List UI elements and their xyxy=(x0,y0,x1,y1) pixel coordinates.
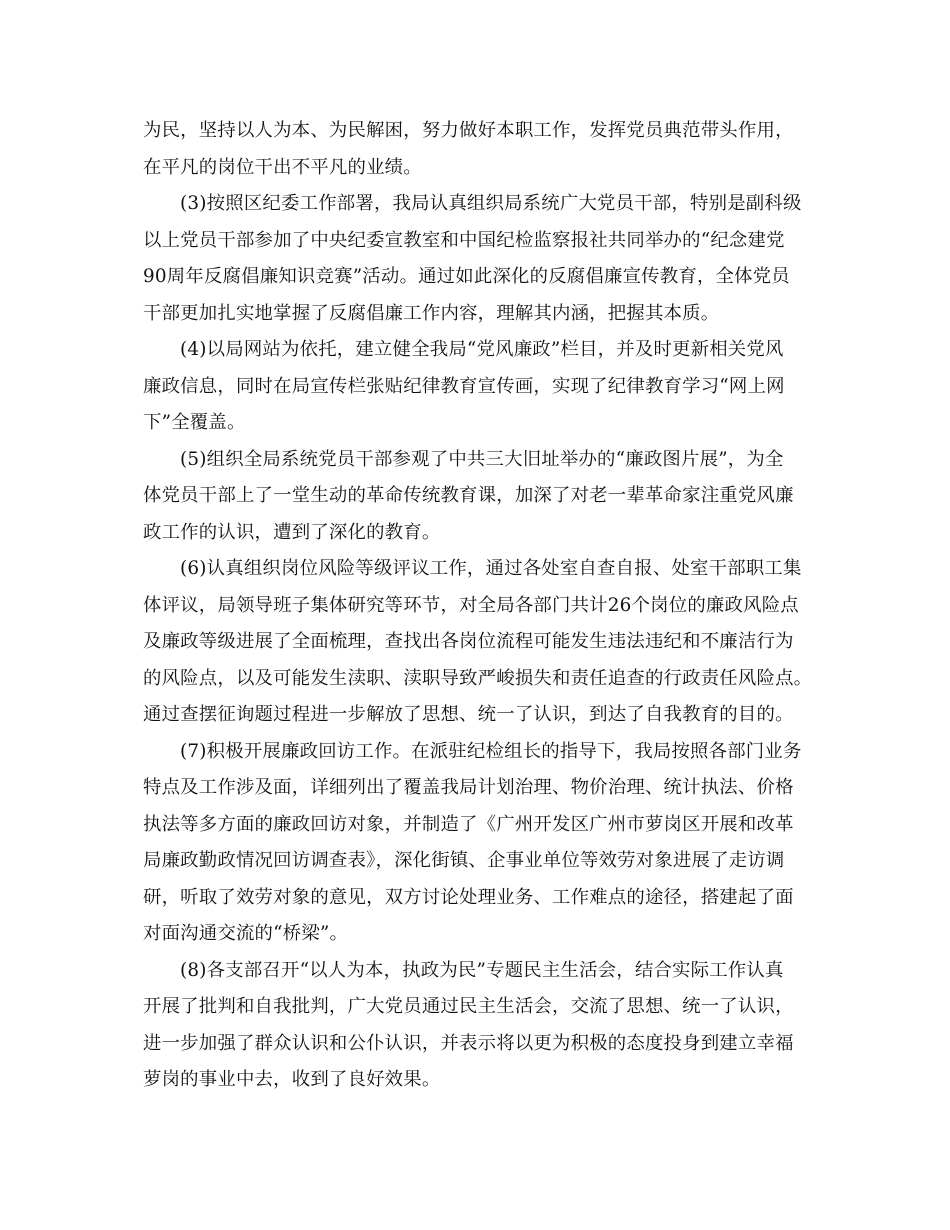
text-line: 的风险点，以及可能发生渎职、渎职导致严峻损失和责任追查的行政责任风险点。 xyxy=(143,667,813,689)
text-line: 及廉政等级进展了全面梳理，查找出各岗位流程可能发生违法违纪和不廉洁行为 xyxy=(143,631,794,652)
paragraph xyxy=(143,953,811,1099)
text-line: 开展了批判和自我批判，广大党员通过民主生活会，交流了思想、统一了认识， xyxy=(143,996,794,1017)
text-line: 以上党员干部参加了中央纪委宣教室和中国纪检监察报社共同举办的“纪念建党 xyxy=(143,229,785,251)
paragraph xyxy=(143,332,811,442)
text-line: 通过查摆征询题过程进一步解放了思想、统一了认识，到达了自我教育的目的。 xyxy=(143,704,794,725)
text-line: (8)各支部召开“以人为本，执政为民”专题民主生活会，结合实际工作认真 xyxy=(180,959,784,981)
text-line: 体党员干部上了一堂生动的革命传统教育课，加深了对老一辈革命家注重党风廉 xyxy=(143,485,794,506)
text-line: 萝岗的事业中去，收到了良好效果。 xyxy=(143,1069,441,1090)
text-line: 进一步加强了群众认识和公仆认识，并表示将以更为积极的态度投身到建立幸福 xyxy=(143,1032,794,1054)
text-line: 廉政信息，同时在局宣传栏张贴纪律教育宣传画，实现了纪律教育学习“网上网 xyxy=(143,375,785,397)
text-line: 为民，坚持以人为本、为民解困，努力做好本职工作，发挥党员典范带头作用， xyxy=(143,120,794,141)
text-line: 局廉政勤政情况回访调查表》，深化街镇、企事业单位等效劳对象进展了走访调 xyxy=(143,850,785,871)
text-line: 下”全覆盖。 xyxy=(143,412,246,433)
body-text xyxy=(143,113,811,1099)
text-line: 对面沟通交流的“桥梁”。 xyxy=(143,923,349,944)
text-line: (6)认真组织岗位风险等级评议工作，通过各处室自查自报、处室干部职工集 xyxy=(180,558,802,579)
text-line: 在平凡的岗位干出不平凡的业绩。 xyxy=(143,156,422,178)
text-line: (3)按照区纪委工作部署，我局认真组织局系统广大党员干部，特别是副科级 xyxy=(180,193,802,214)
text-line: (4)以局网站为依托，建立健全我局“党风廉政”栏目，并及时更新相关党风 xyxy=(180,339,784,360)
paragraph xyxy=(143,551,811,734)
text-line: 政工作的认识，遭到了深化的教育。 xyxy=(143,521,441,543)
paragraph xyxy=(143,442,811,552)
text-line: (7)积极开展廉政回访工作。在派驻纪检组长的指导下，我局按照各部门业务 xyxy=(180,740,802,762)
text-line: 研，听取了效劳对象的意见，双方讨论处理业务、工作难点的途径，搭建起了面 xyxy=(143,886,794,908)
text-line: 体评议，局领导班子集体研究等环节，对全局各部门共计26个岗位的廉政风险点 xyxy=(143,594,799,616)
text-line: 特点及工作涉及面，详细列出了覆盖我局计划治理、物价治理、统计执法、价格 xyxy=(143,777,794,798)
paragraph xyxy=(143,734,811,953)
text-line: 执法等多方面的廉政回访对象，并制造了《广州开发区广州市萝岗区开展和改革 xyxy=(143,813,794,835)
text-line: (5)组织全局系统党员干部参观了中共三大旧址举办的“廉政图片展”，为全 xyxy=(180,448,784,470)
text-line: 90周年反腐倡廉知识竞赛”活动。通过如此深化的反腐倡廉宣传教育，全体党员 xyxy=(143,266,790,287)
paragraph xyxy=(143,186,811,332)
paragraph xyxy=(143,113,811,186)
text-line: 干部更加扎实地掌握了反腐倡廉工作内容，理解其内涵，把握其本质。 xyxy=(143,302,720,324)
